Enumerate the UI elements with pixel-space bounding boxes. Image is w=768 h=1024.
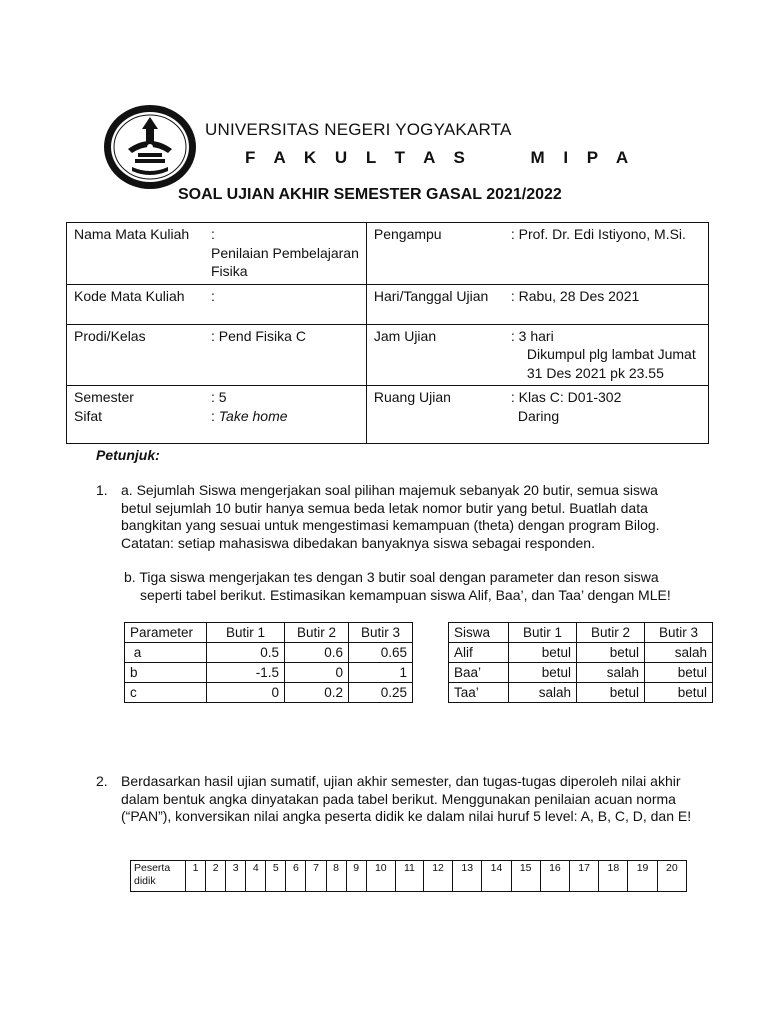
q2-text: Berdasarkan hasil ujian sumatif, ujian akhir semester, dan tugas-tugas diperoleh nilai akhir dalam bentuk angka dinyatakan pada tabel berikut. Menggunakan penilaian acuan norma (“PAN”), konversikan nilai angka peserta didik ke dalam nilai huruf 5 level: A, B, C, D, dan E! (121, 773, 692, 824)
hari-value: : Rabu, 28 Des 2021 (510, 287, 640, 304)
nama-label: Nama Mata Kuliah (74, 226, 190, 242)
siswa-cell: salah (577, 663, 645, 683)
param-cell: b (125, 663, 207, 683)
semester-value: : 5 (211, 389, 227, 405)
sifat-colon: : (211, 407, 219, 424)
table-row (131, 861, 687, 892)
info-cell-semester (67, 386, 367, 444)
nama-value: : Penilaian Pembelajaran Fisika (211, 226, 359, 279)
siswa-cell: Taa’ (449, 683, 509, 703)
param-cell: 0.6 (285, 643, 349, 663)
peserta-num: 7 (306, 861, 326, 892)
peserta-num: 14 (482, 861, 511, 892)
table-row (449, 643, 713, 663)
uny-seal-icon (102, 103, 198, 191)
table-row (125, 683, 413, 703)
ruang-note: Daring (517, 407, 560, 424)
pengampu-label: Pengampu (373, 226, 442, 242)
table-row (125, 663, 413, 683)
peserta-num: 8 (326, 861, 346, 892)
q1a-text: a. Sejumlah Siswa mengerjakan soal pilihan majemuk sebanyak 20 butir, semua siswa betul sejumlah 10 butir hanya semua beda letak nomor butir yang betul. Buatlah data bangkitan yang sesuai untuk mengestimasi kemampuan (theta) dengan program Bilog. Catatan: setiap mahasiswa dibedakan banyaknya siswa sebagai responden. (121, 482, 660, 551)
param-header-0: Parameter (125, 623, 207, 643)
siswa-table (448, 622, 713, 703)
param-header-3: Butir 3 (349, 623, 413, 643)
q1-number: 1. (96, 482, 108, 498)
info-cell-hari (366, 284, 708, 324)
q1b-text (124, 568, 704, 604)
peserta-num: 13 (453, 861, 482, 892)
siswa-header-0: Siswa (449, 623, 509, 643)
siswa-cell: betul (645, 663, 713, 683)
parameter-table (124, 622, 413, 703)
param-cell: 0.25 (349, 683, 413, 703)
hari-label: Hari/Tanggal Ujian (373, 287, 489, 304)
table-row (125, 643, 413, 663)
peserta-num: 9 (346, 861, 366, 892)
peserta-num: 15 (511, 861, 540, 892)
q2-number: 2. (96, 773, 108, 789)
peserta-num: 4 (246, 861, 266, 892)
param-cell: 1 (349, 663, 413, 683)
kode-label: Kode Mata Kuliah (74, 287, 185, 304)
siswa-cell: Baa’ (449, 663, 509, 683)
exam-title: SOAL UJIAN AKHIR SEMESTER GASAL 2021/2022 (178, 186, 562, 203)
peserta-num: 1 (186, 861, 206, 892)
siswa-cell: salah (509, 683, 577, 703)
sifat-value: Take home (218, 407, 288, 424)
peserta-num: 12 (423, 861, 452, 892)
param-cell: 0 (285, 663, 349, 683)
peserta-num: 16 (540, 861, 569, 892)
q1b-line1: b. Tiga siswa mengerjakan tes dengan 3 butir soal dengan parameter dan reson siswa (124, 569, 659, 585)
table-row (449, 663, 713, 683)
ruang-value: : Klas C: D01-302 (510, 389, 622, 405)
param-cell: 0.65 (349, 643, 413, 663)
table-row (449, 683, 713, 703)
peserta-num: 20 (657, 861, 686, 892)
siswa-cell: salah (645, 643, 713, 663)
peserta-table (130, 860, 687, 892)
param-cell: a (125, 643, 207, 663)
info-cell-jam (366, 324, 708, 386)
siswa-header-2: Butir 2 (577, 623, 645, 643)
peserta-num: 2 (206, 861, 226, 892)
sifat-label: Sifat (74, 407, 103, 424)
prodi-value: : Pend Fisika C (211, 327, 306, 344)
table-row (125, 623, 413, 643)
jam-label: Jam Ujian (373, 327, 437, 344)
info-cell-ruang (366, 386, 708, 444)
siswa-cell: Alif (449, 643, 509, 663)
info-cell-nama (67, 223, 367, 285)
param-header-1: Butir 1 (207, 623, 285, 643)
petunjuk-heading: Petunjuk: (96, 447, 160, 463)
peserta-num: 18 (599, 861, 628, 892)
param-cell: c (125, 683, 207, 703)
peserta-num: 17 (570, 861, 599, 892)
ruang-label: Ruang Ujian (373, 389, 451, 405)
peserta-num: 10 (366, 861, 395, 892)
kode-value: : (211, 287, 215, 304)
siswa-cell: betul (577, 643, 645, 663)
university-name: UNIVERSITAS NEGERI YOGYAKARTA (205, 120, 512, 139)
prodi-label: Prodi/Kelas (74, 327, 146, 344)
pengampu-value: : Prof. Dr. Edi Istiyono, M.Si. (510, 226, 686, 242)
info-cell-pengampu (366, 223, 708, 285)
param-cell: -1.5 (207, 663, 285, 683)
info-cell-kode (67, 284, 367, 324)
peserta-num: 19 (628, 861, 657, 892)
exam-info-table (66, 222, 709, 444)
jam-note: Dikumpul plg lambat Jumat 31 Des 2021 pk 23.55 (526, 346, 696, 381)
siswa-cell: betul (577, 683, 645, 703)
peserta-num: 5 (266, 861, 286, 892)
q1b-line2: seperti tabel berikut. Estimasikan kemampuan siswa Alif, Baa’, dan Taa’ dengan MLE! (140, 587, 671, 603)
param-cell: 0.2 (285, 683, 349, 703)
table-row (449, 623, 713, 643)
semester-label: Semester (74, 389, 134, 405)
peserta-num: 3 (226, 861, 246, 892)
peserta-num: 6 (286, 861, 306, 892)
peserta-num: 11 (395, 861, 423, 892)
param-header-2: Butir 2 (285, 623, 349, 643)
param-cell: 0.5 (207, 643, 285, 663)
peserta-head: Peserta didik (131, 861, 186, 892)
jam-value: : 3 hari (510, 327, 554, 344)
siswa-header-1: Butir 1 (509, 623, 577, 643)
faculty-name: F A K U L T A S M I P A (245, 148, 636, 167)
siswa-cell: betul (645, 683, 713, 703)
siswa-cell: betul (509, 663, 577, 683)
siswa-cell: betul (509, 643, 577, 663)
info-cell-prodi (67, 324, 367, 386)
param-cell: 0 (207, 683, 285, 703)
siswa-header-3: Butir 3 (645, 623, 713, 643)
